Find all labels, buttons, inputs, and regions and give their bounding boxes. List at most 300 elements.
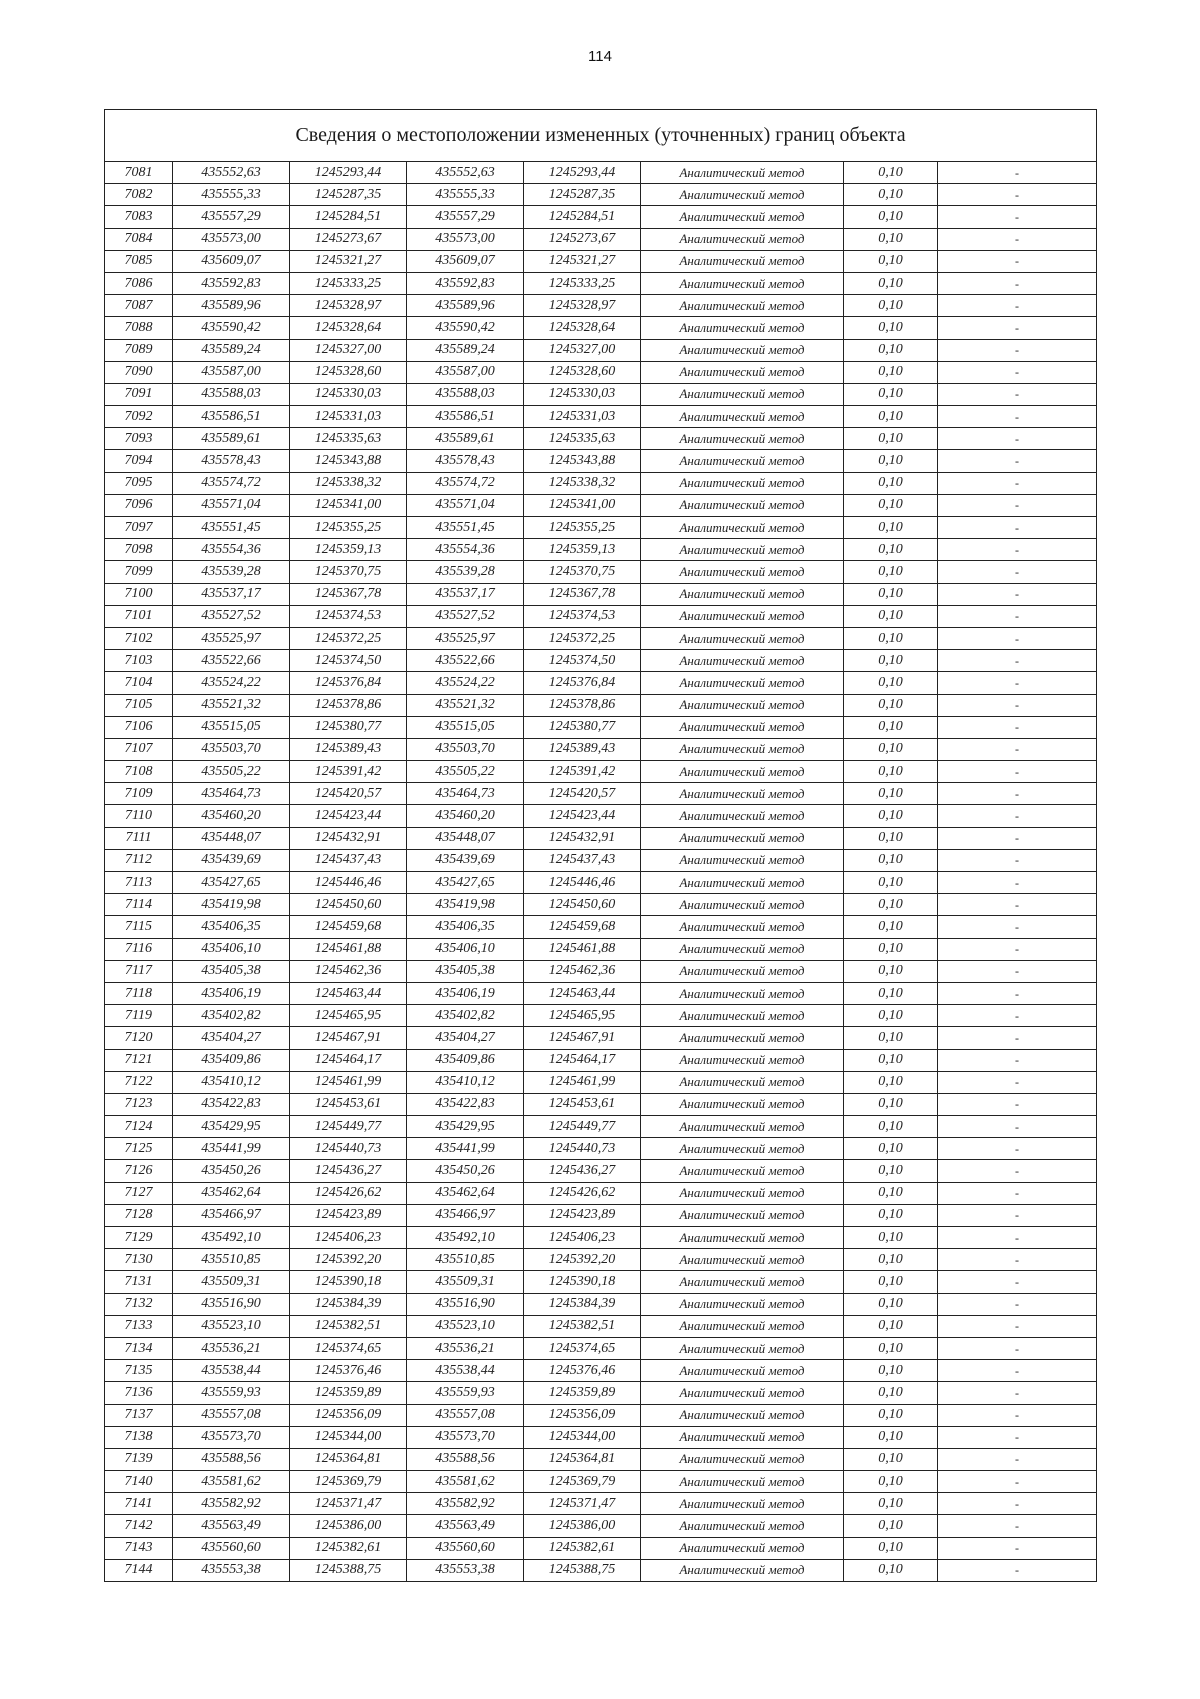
cell-accuracy: 0,10 xyxy=(844,295,938,317)
cell-accuracy: 0,10 xyxy=(844,561,938,583)
cell-method: Аналитический метод xyxy=(641,1315,844,1337)
cell-accuracy: 0,10 xyxy=(844,938,938,960)
cell-method: Аналитический метод xyxy=(641,339,844,361)
cell-accuracy: 0,10 xyxy=(844,1315,938,1337)
table-row xyxy=(105,1093,1097,1115)
cell-y-old: 1245461,88 xyxy=(290,938,407,960)
cell-y-old: 1245465,95 xyxy=(290,1005,407,1027)
cell-method: Аналитический метод xyxy=(641,1227,844,1249)
cell-x-old: 435581,62 xyxy=(173,1471,290,1493)
cell-method: Аналитический метод xyxy=(641,1182,844,1204)
cell-accuracy: 0,10 xyxy=(844,1293,938,1315)
cell-accuracy: 0,10 xyxy=(844,406,938,428)
cell-description: - xyxy=(938,1093,1097,1115)
table-row xyxy=(105,1271,1097,1293)
cell-y-old: 1245344,00 xyxy=(290,1426,407,1448)
cell-method: Аналитический метод xyxy=(641,561,844,583)
cell-accuracy: 0,10 xyxy=(844,1138,938,1160)
cell-method: Аналитический метод xyxy=(641,1382,844,1404)
cell-x-new: 435589,96 xyxy=(407,295,524,317)
cell-accuracy: 0,10 xyxy=(844,184,938,206)
table-row xyxy=(105,428,1097,450)
cell-x-new: 435406,35 xyxy=(407,916,524,938)
cell-accuracy: 0,10 xyxy=(844,960,938,982)
cell-method: Аналитический метод xyxy=(641,162,844,184)
cell-x-new: 435587,00 xyxy=(407,361,524,383)
cell-x-new: 435573,00 xyxy=(407,228,524,250)
boundary-coordinates-table xyxy=(104,109,1097,1582)
cell-point-number: 7126 xyxy=(105,1160,173,1182)
table-row xyxy=(105,916,1097,938)
cell-point-number: 7123 xyxy=(105,1093,173,1115)
cell-method: Аналитический метод xyxy=(641,827,844,849)
cell-x-old: 435537,17 xyxy=(173,583,290,605)
cell-y-new: 1245328,97 xyxy=(524,295,641,317)
cell-y-old: 1245364,81 xyxy=(290,1448,407,1470)
cell-x-old: 435448,07 xyxy=(173,827,290,849)
table-row xyxy=(105,1537,1097,1559)
cell-x-new: 435402,82 xyxy=(407,1005,524,1027)
cell-y-new: 1245356,09 xyxy=(524,1404,641,1426)
table-row xyxy=(105,1138,1097,1160)
table-row xyxy=(105,894,1097,916)
cell-y-old: 1245389,43 xyxy=(290,738,407,760)
table-row xyxy=(105,450,1097,472)
cell-y-old: 1245437,43 xyxy=(290,849,407,871)
cell-accuracy: 0,10 xyxy=(844,162,938,184)
cell-description: - xyxy=(938,1049,1097,1071)
cell-point-number: 7081 xyxy=(105,162,173,184)
cell-point-number: 7094 xyxy=(105,450,173,472)
table-row xyxy=(105,960,1097,982)
cell-method: Аналитический метод xyxy=(641,1071,844,1093)
cell-x-new: 435588,03 xyxy=(407,383,524,405)
cell-y-old: 1245423,89 xyxy=(290,1204,407,1226)
table-row xyxy=(105,1471,1097,1493)
cell-x-new: 435560,60 xyxy=(407,1537,524,1559)
cell-x-new: 435554,36 xyxy=(407,539,524,561)
cell-y-old: 1245372,25 xyxy=(290,627,407,649)
cell-method: Аналитический метод xyxy=(641,184,844,206)
cell-x-new: 435574,72 xyxy=(407,472,524,494)
cell-description: - xyxy=(938,228,1097,250)
cell-y-new: 1245341,00 xyxy=(524,494,641,516)
cell-description: - xyxy=(938,184,1097,206)
table-row xyxy=(105,1382,1097,1404)
cell-x-old: 435441,99 xyxy=(173,1138,290,1160)
cell-y-old: 1245287,35 xyxy=(290,184,407,206)
cell-point-number: 7116 xyxy=(105,938,173,960)
cell-method: Аналитический метод xyxy=(641,1049,844,1071)
cell-x-old: 435588,03 xyxy=(173,383,290,405)
cell-x-new: 435563,49 xyxy=(407,1515,524,1537)
cell-y-new: 1245461,88 xyxy=(524,938,641,960)
cell-description: - xyxy=(938,428,1097,450)
cell-method: Аналитический метод xyxy=(641,1249,844,1271)
cell-accuracy: 0,10 xyxy=(844,583,938,605)
cell-x-new: 435492,10 xyxy=(407,1227,524,1249)
cell-x-old: 435466,97 xyxy=(173,1204,290,1226)
cell-accuracy: 0,10 xyxy=(844,872,938,894)
cell-method: Аналитический метод xyxy=(641,738,844,760)
cell-description: - xyxy=(938,1360,1097,1382)
table-row xyxy=(105,1315,1097,1337)
cell-point-number: 7084 xyxy=(105,228,173,250)
cell-x-old: 435522,66 xyxy=(173,650,290,672)
cell-x-old: 435527,52 xyxy=(173,605,290,627)
cell-method: Аналитический метод xyxy=(641,517,844,539)
cell-x-old: 435515,05 xyxy=(173,716,290,738)
cell-y-old: 1245450,60 xyxy=(290,894,407,916)
cell-y-old: 1245338,32 xyxy=(290,472,407,494)
cell-method: Аналитический метод xyxy=(641,894,844,916)
cell-y-old: 1245355,25 xyxy=(290,517,407,539)
cell-point-number: 7140 xyxy=(105,1471,173,1493)
cell-x-new: 435590,42 xyxy=(407,317,524,339)
cell-point-number: 7118 xyxy=(105,982,173,1004)
cell-x-old: 435492,10 xyxy=(173,1227,290,1249)
cell-accuracy: 0,10 xyxy=(844,1027,938,1049)
cell-accuracy: 0,10 xyxy=(844,1204,938,1226)
cell-accuracy: 0,10 xyxy=(844,539,938,561)
cell-y-old: 1245420,57 xyxy=(290,783,407,805)
cell-point-number: 7108 xyxy=(105,761,173,783)
cell-y-old: 1245464,17 xyxy=(290,1049,407,1071)
cell-y-new: 1245465,95 xyxy=(524,1005,641,1027)
cell-description: - xyxy=(938,1138,1097,1160)
cell-x-new: 435516,90 xyxy=(407,1293,524,1315)
cell-accuracy: 0,10 xyxy=(844,849,938,871)
cell-y-old: 1245378,86 xyxy=(290,694,407,716)
cell-x-old: 435609,07 xyxy=(173,250,290,272)
table-row xyxy=(105,1404,1097,1426)
cell-point-number: 7143 xyxy=(105,1537,173,1559)
cell-y-new: 1245328,64 xyxy=(524,317,641,339)
table-row xyxy=(105,1448,1097,1470)
cell-method: Аналитический метод xyxy=(641,1404,844,1426)
cell-y-new: 1245388,75 xyxy=(524,1559,641,1581)
cell-point-number: 7114 xyxy=(105,894,173,916)
cell-y-new: 1245449,77 xyxy=(524,1116,641,1138)
table-row xyxy=(105,1027,1097,1049)
cell-point-number: 7091 xyxy=(105,383,173,405)
cell-method: Аналитический метод xyxy=(641,872,844,894)
cell-y-old: 1245463,44 xyxy=(290,982,407,1004)
cell-description: - xyxy=(938,1404,1097,1426)
cell-x-old: 435586,51 xyxy=(173,406,290,428)
cell-description: - xyxy=(938,694,1097,716)
cell-y-new: 1245463,44 xyxy=(524,982,641,1004)
cell-method: Аналитический метод xyxy=(641,938,844,960)
table-row xyxy=(105,162,1097,184)
cell-y-new: 1245446,46 xyxy=(524,872,641,894)
cell-description: - xyxy=(938,583,1097,605)
table-row xyxy=(105,805,1097,827)
cell-description: - xyxy=(938,1537,1097,1559)
table-row xyxy=(105,1337,1097,1359)
cell-y-new: 1245335,63 xyxy=(524,428,641,450)
cell-x-new: 435538,44 xyxy=(407,1360,524,1382)
cell-method: Аналитический метод xyxy=(641,1448,844,1470)
cell-x-old: 435573,70 xyxy=(173,1426,290,1448)
cell-description: - xyxy=(938,1315,1097,1337)
cell-x-old: 435460,20 xyxy=(173,805,290,827)
table-row xyxy=(105,1005,1097,1027)
cell-point-number: 7136 xyxy=(105,1382,173,1404)
cell-x-new: 435559,93 xyxy=(407,1382,524,1404)
cell-point-number: 7112 xyxy=(105,849,173,871)
table-row xyxy=(105,339,1097,361)
cell-point-number: 7125 xyxy=(105,1138,173,1160)
cell-method: Аналитический метод xyxy=(641,1515,844,1537)
cell-point-number: 7135 xyxy=(105,1360,173,1382)
cell-x-new: 435527,52 xyxy=(407,605,524,627)
cell-y-old: 1245328,64 xyxy=(290,317,407,339)
cell-y-new: 1245273,67 xyxy=(524,228,641,250)
cell-method: Аналитический метод xyxy=(641,650,844,672)
table-row xyxy=(105,827,1097,849)
cell-description: - xyxy=(938,1559,1097,1581)
cell-description: - xyxy=(938,539,1097,561)
table-row xyxy=(105,849,1097,871)
cell-accuracy: 0,10 xyxy=(844,272,938,294)
cell-point-number: 7134 xyxy=(105,1337,173,1359)
cell-x-old: 435503,70 xyxy=(173,738,290,760)
table-row xyxy=(105,982,1097,1004)
cell-y-old: 1245333,25 xyxy=(290,272,407,294)
cell-description: - xyxy=(938,162,1097,184)
cell-accuracy: 0,10 xyxy=(844,317,938,339)
cell-y-new: 1245389,43 xyxy=(524,738,641,760)
cell-description: - xyxy=(938,250,1097,272)
cell-y-old: 1245432,91 xyxy=(290,827,407,849)
cell-method: Аналитический метод xyxy=(641,1116,844,1138)
cell-method: Аналитический метод xyxy=(641,1471,844,1493)
cell-point-number: 7083 xyxy=(105,206,173,228)
cell-x-old: 435464,73 xyxy=(173,783,290,805)
cell-point-number: 7119 xyxy=(105,1005,173,1027)
cell-x-old: 435552,63 xyxy=(173,162,290,184)
cell-point-number: 7139 xyxy=(105,1448,173,1470)
cell-method: Аналитический метод xyxy=(641,1138,844,1160)
cell-accuracy: 0,10 xyxy=(844,250,938,272)
cell-x-new: 435406,19 xyxy=(407,982,524,1004)
table-row xyxy=(105,1160,1097,1182)
cell-accuracy: 0,10 xyxy=(844,1360,938,1382)
cell-y-new: 1245390,18 xyxy=(524,1271,641,1293)
cell-method: Аналитический метод xyxy=(641,450,844,472)
cell-x-new: 435450,26 xyxy=(407,1160,524,1182)
cell-point-number: 7105 xyxy=(105,694,173,716)
cell-y-old: 1245406,23 xyxy=(290,1227,407,1249)
cell-method: Аналитический метод xyxy=(641,1493,844,1515)
table-row xyxy=(105,361,1097,383)
cell-y-old: 1245459,68 xyxy=(290,916,407,938)
cell-description: - xyxy=(938,894,1097,916)
cell-x-old: 435574,72 xyxy=(173,472,290,494)
cell-y-new: 1245331,03 xyxy=(524,406,641,428)
cell-accuracy: 0,10 xyxy=(844,605,938,627)
cell-y-old: 1245392,20 xyxy=(290,1249,407,1271)
cell-point-number: 7085 xyxy=(105,250,173,272)
table-row xyxy=(105,1493,1097,1515)
cell-point-number: 7088 xyxy=(105,317,173,339)
cell-y-new: 1245391,42 xyxy=(524,761,641,783)
cell-y-new: 1245462,36 xyxy=(524,960,641,982)
cell-x-old: 435404,27 xyxy=(173,1027,290,1049)
cell-accuracy: 0,10 xyxy=(844,1337,938,1359)
cell-method: Аналитический метод xyxy=(641,428,844,450)
cell-y-new: 1245370,75 xyxy=(524,561,641,583)
cell-description: - xyxy=(938,605,1097,627)
cell-description: - xyxy=(938,1182,1097,1204)
cell-method: Аналитический метод xyxy=(641,1160,844,1182)
cell-method: Аналитический метод xyxy=(641,1271,844,1293)
table-row xyxy=(105,406,1097,428)
cell-description: - xyxy=(938,1271,1097,1293)
cell-point-number: 7104 xyxy=(105,672,173,694)
cell-y-new: 1245359,89 xyxy=(524,1382,641,1404)
cell-y-old: 1245388,75 xyxy=(290,1559,407,1581)
cell-y-new: 1245374,50 xyxy=(524,650,641,672)
table-row xyxy=(105,472,1097,494)
cell-method: Аналитический метод xyxy=(641,539,844,561)
cell-accuracy: 0,10 xyxy=(844,450,938,472)
cell-method: Аналитический метод xyxy=(641,1027,844,1049)
cell-x-new: 435525,97 xyxy=(407,627,524,649)
cell-accuracy: 0,10 xyxy=(844,228,938,250)
cell-x-new: 435524,22 xyxy=(407,672,524,694)
cell-y-new: 1245355,25 xyxy=(524,517,641,539)
cell-description: - xyxy=(938,1382,1097,1404)
cell-description: - xyxy=(938,916,1097,938)
cell-description: - xyxy=(938,472,1097,494)
table-row xyxy=(105,761,1097,783)
cell-y-new: 1245464,17 xyxy=(524,1049,641,1071)
cell-x-new: 435410,12 xyxy=(407,1071,524,1093)
cell-description: - xyxy=(938,938,1097,960)
table-row xyxy=(105,583,1097,605)
table-row xyxy=(105,1515,1097,1537)
table-body xyxy=(105,162,1097,1582)
cell-description: - xyxy=(938,872,1097,894)
table-row xyxy=(105,250,1097,272)
cell-y-old: 1245384,39 xyxy=(290,1293,407,1315)
cell-description: - xyxy=(938,650,1097,672)
cell-method: Аналитический метод xyxy=(641,849,844,871)
cell-y-old: 1245321,27 xyxy=(290,250,407,272)
cell-x-old: 435559,93 xyxy=(173,1382,290,1404)
cell-point-number: 7099 xyxy=(105,561,173,583)
cell-accuracy: 0,10 xyxy=(844,1160,938,1182)
cell-point-number: 7129 xyxy=(105,1227,173,1249)
cell-x-old: 435505,22 xyxy=(173,761,290,783)
cell-point-number: 7142 xyxy=(105,1515,173,1537)
cell-x-new: 435422,83 xyxy=(407,1093,524,1115)
cell-accuracy: 0,10 xyxy=(844,1426,938,1448)
cell-x-new: 435582,92 xyxy=(407,1493,524,1515)
cell-description: - xyxy=(938,716,1097,738)
cell-y-old: 1245356,09 xyxy=(290,1404,407,1426)
table-row xyxy=(105,872,1097,894)
table-row xyxy=(105,783,1097,805)
cell-description: - xyxy=(938,1116,1097,1138)
page-number: 114 xyxy=(588,48,612,65)
cell-x-new: 435464,73 xyxy=(407,783,524,805)
cell-accuracy: 0,10 xyxy=(844,206,938,228)
cell-point-number: 7102 xyxy=(105,627,173,649)
table-row xyxy=(105,1204,1097,1226)
cell-point-number: 7086 xyxy=(105,272,173,294)
cell-y-old: 1245426,62 xyxy=(290,1182,407,1204)
cell-x-new: 435406,10 xyxy=(407,938,524,960)
cell-point-number: 7096 xyxy=(105,494,173,516)
cell-y-old: 1245436,27 xyxy=(290,1160,407,1182)
cell-point-number: 7098 xyxy=(105,539,173,561)
cell-description: - xyxy=(938,317,1097,339)
cell-x-old: 435510,85 xyxy=(173,1249,290,1271)
cell-accuracy: 0,10 xyxy=(844,982,938,1004)
cell-x-old: 435588,56 xyxy=(173,1448,290,1470)
cell-x-new: 435503,70 xyxy=(407,738,524,760)
cell-y-old: 1245328,97 xyxy=(290,295,407,317)
cell-description: - xyxy=(938,1293,1097,1315)
cell-method: Аналитический метод xyxy=(641,250,844,272)
cell-x-old: 435592,83 xyxy=(173,272,290,294)
cell-point-number: 7090 xyxy=(105,361,173,383)
cell-accuracy: 0,10 xyxy=(844,1471,938,1493)
table-row xyxy=(105,272,1097,294)
cell-y-old: 1245453,61 xyxy=(290,1093,407,1115)
cell-point-number: 7106 xyxy=(105,716,173,738)
cell-x-old: 435410,12 xyxy=(173,1071,290,1093)
cell-point-number: 7100 xyxy=(105,583,173,605)
cell-y-old: 1245273,67 xyxy=(290,228,407,250)
table-row xyxy=(105,494,1097,516)
table-row xyxy=(105,1227,1097,1249)
cell-method: Аналитический метод xyxy=(641,472,844,494)
table-row xyxy=(105,627,1097,649)
cell-description: - xyxy=(938,1027,1097,1049)
cell-x-new: 435404,27 xyxy=(407,1027,524,1049)
cell-y-old: 1245461,99 xyxy=(290,1071,407,1093)
cell-x-new: 435609,07 xyxy=(407,250,524,272)
table-row xyxy=(105,938,1097,960)
table-row xyxy=(105,1049,1097,1071)
cell-x-old: 435555,33 xyxy=(173,184,290,206)
cell-accuracy: 0,10 xyxy=(844,694,938,716)
cell-x-new: 435441,99 xyxy=(407,1138,524,1160)
cell-y-new: 1245287,35 xyxy=(524,184,641,206)
cell-description: - xyxy=(938,783,1097,805)
cell-method: Аналитический метод xyxy=(641,916,844,938)
cell-point-number: 7117 xyxy=(105,960,173,982)
cell-point-number: 7107 xyxy=(105,738,173,760)
cell-point-number: 7120 xyxy=(105,1027,173,1049)
cell-y-new: 1245459,68 xyxy=(524,916,641,938)
cell-y-new: 1245437,43 xyxy=(524,849,641,871)
cell-y-old: 1245376,46 xyxy=(290,1360,407,1382)
cell-accuracy: 0,10 xyxy=(844,517,938,539)
cell-x-new: 435578,43 xyxy=(407,450,524,472)
cell-y-old: 1245359,13 xyxy=(290,539,407,561)
cell-method: Аналитический метод xyxy=(641,605,844,627)
cell-x-new: 435552,63 xyxy=(407,162,524,184)
cell-x-new: 435589,24 xyxy=(407,339,524,361)
cell-y-new: 1245382,51 xyxy=(524,1315,641,1337)
cell-y-old: 1245371,47 xyxy=(290,1493,407,1515)
table-row xyxy=(105,650,1097,672)
